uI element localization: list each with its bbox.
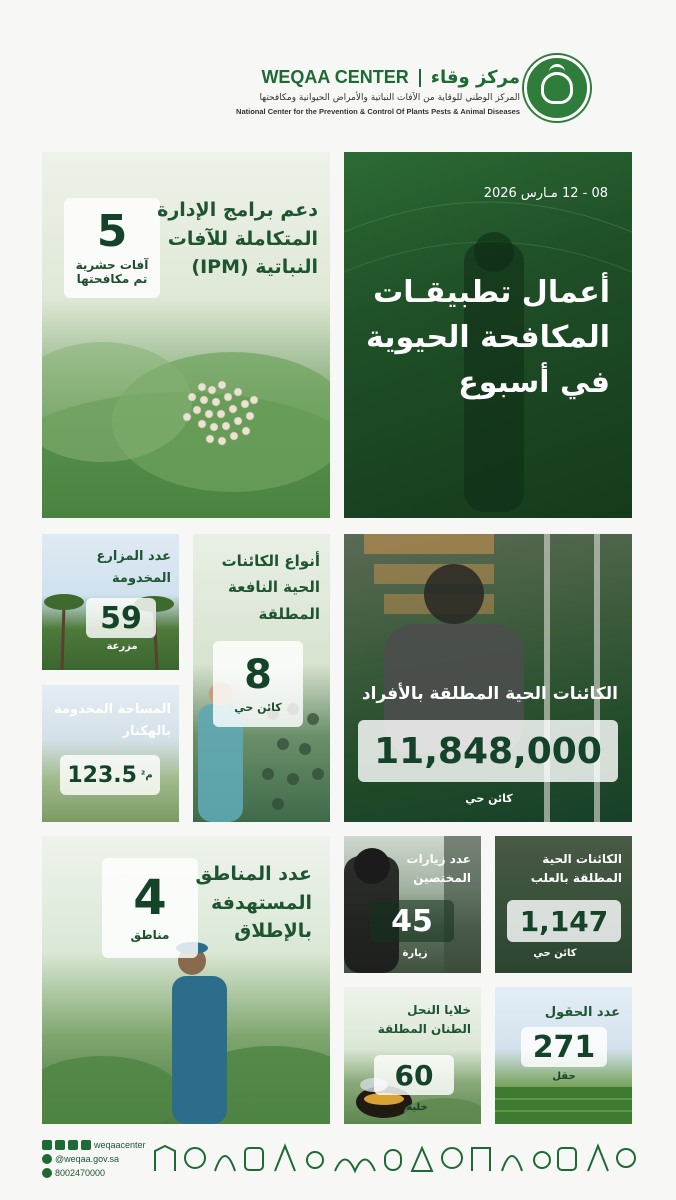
regions-title-line-1: عدد المناطق xyxy=(195,863,312,885)
boxes-title xyxy=(531,850,622,888)
area-unit: م² xyxy=(140,769,153,781)
bees-card xyxy=(344,987,481,1124)
weqaa-logo-icon xyxy=(524,55,590,121)
beneficial-unit: كائن حي xyxy=(234,700,282,714)
bees-unit: خلية xyxy=(406,1102,428,1113)
fields-stat-box xyxy=(521,1027,607,1067)
regions-number: 4 xyxy=(133,870,167,926)
boxes-title-line-2: المطلقة بالعلب xyxy=(530,871,622,886)
hero-title xyxy=(366,270,610,405)
area-stat-box xyxy=(60,755,160,795)
hero-title-line-1: أعمال تطبيقـات xyxy=(373,275,610,310)
ipm-title-line-3: النباتية (IPM) xyxy=(191,256,318,278)
ipm-title-line-1: دعم برامج الإدارة xyxy=(157,199,318,221)
logo-emblem xyxy=(541,72,573,104)
brand-subtitle-ar: المركز الوطني للوقاية من الآفات النباتية والأمراض الحيوانية ومكافحتها xyxy=(259,93,520,103)
released-stat-box xyxy=(358,720,618,782)
ipm-caption-2: تم مكافحتها xyxy=(76,272,148,286)
farms-title-line-1: عدد المزارع xyxy=(96,549,171,564)
brand-separator xyxy=(419,69,421,87)
farms-card xyxy=(42,534,179,670)
footer-phone: 8002470000 xyxy=(55,1168,106,1178)
brand-name-en: WEQAA CENTER xyxy=(261,67,409,87)
boxes-stat-box xyxy=(507,900,621,942)
beneficial-title-line-1: أنواع الكائنات xyxy=(221,552,320,570)
ipm-card xyxy=(42,152,330,518)
ipm-caption-1: آفات حشرية xyxy=(75,258,149,272)
fields-card xyxy=(495,987,632,1124)
bees-number: 60 xyxy=(394,1058,434,1092)
bees-stat-box xyxy=(374,1055,454,1095)
fields-unit: حقل xyxy=(552,1071,576,1082)
regions-stat-box xyxy=(102,858,198,958)
visits-title-line-2: المختصين xyxy=(413,871,471,886)
regions-card xyxy=(42,836,330,1124)
ipm-title xyxy=(157,196,318,282)
youtube-icon xyxy=(68,1140,78,1150)
ipm-number: 5 xyxy=(96,206,128,257)
ipm-stat-box xyxy=(64,198,160,298)
farms-stat-box xyxy=(86,598,156,638)
bees-title xyxy=(378,1001,471,1039)
ipm-title-line-2: المتكاملة للآفات xyxy=(167,227,318,250)
beneficial-card xyxy=(193,534,330,822)
boxes-unit: كائن حي xyxy=(533,948,577,959)
hero-date: 08 - 12 مـارس 2026 xyxy=(483,186,608,201)
regions-title xyxy=(195,860,312,946)
fields-title: عدد الحقول xyxy=(544,1005,620,1020)
header xyxy=(150,55,530,125)
beneficial-title xyxy=(222,548,320,627)
instagram-icon xyxy=(55,1140,65,1150)
bees-title-line-2: الطنان المطلقة xyxy=(377,1022,471,1037)
released-number: 11,848,000 xyxy=(374,730,602,772)
crown-icon xyxy=(549,64,565,72)
boxes-title-line-1: الكائنات الحية xyxy=(542,852,622,866)
visits-title xyxy=(407,850,471,888)
x-icon xyxy=(42,1140,52,1150)
phone-icon xyxy=(42,1168,52,1178)
regions-title-line-2: المستهدفة xyxy=(211,891,312,914)
farms-number: 59 xyxy=(100,600,142,636)
farms-title-line-2: المخدومة xyxy=(112,571,171,587)
area-title-line-2: بالهكتار xyxy=(122,724,171,740)
brand-subtitle-en: National Center for the Prevention & Control Of Plants Pests & Animal Diseases xyxy=(236,107,520,116)
regions-unit: مناطق xyxy=(130,928,170,942)
beneficial-number: 8 xyxy=(244,651,272,698)
visits-stat-box xyxy=(370,900,454,942)
linkedin-icon xyxy=(81,1140,91,1150)
globe-icon xyxy=(42,1154,52,1164)
beneficial-stat-box xyxy=(213,641,303,727)
released-card xyxy=(344,534,632,822)
footer-handle: weqaacenter xyxy=(94,1140,146,1150)
visits-unit: زيارة xyxy=(402,948,428,959)
hero-title-line-2: المكافحة الحيوية xyxy=(366,320,610,355)
decorative-pattern xyxy=(150,1136,640,1176)
farms-title xyxy=(96,546,171,590)
released-title: الكائنات الحية المطلقة بالأفراد xyxy=(361,684,618,704)
footer-website: @weqaa.gov.sa xyxy=(55,1154,120,1164)
area-title xyxy=(54,699,171,743)
visits-title-line-1: عدد زيارات xyxy=(406,852,471,866)
boxes-card xyxy=(495,836,632,973)
area-card xyxy=(42,685,179,822)
beneficial-title-line-3: المطلقة xyxy=(258,604,320,623)
brand-name-ar: مركز وقاء xyxy=(430,67,520,88)
visits-number: 45 xyxy=(391,903,433,939)
brand-row xyxy=(261,67,520,88)
area-title-line-1: المساحة المخدومة xyxy=(54,702,171,717)
regions-title-line-3: بالإطلاق xyxy=(234,920,312,942)
bees-title-line-1: خلايا النحل xyxy=(407,1003,471,1017)
hero-title-line-3: في أسبوع xyxy=(458,365,610,400)
released-unit: كائن حي xyxy=(465,792,513,805)
area-number: 123.5 xyxy=(67,762,137,788)
farms-unit: مزرعة xyxy=(106,641,138,652)
hero-card xyxy=(344,152,632,518)
boxes-number: 1,147 xyxy=(519,904,609,938)
beneficial-title-line-2: الحية النافعة xyxy=(228,578,320,597)
visits-card xyxy=(344,836,481,973)
fields-number: 271 xyxy=(532,1029,596,1065)
